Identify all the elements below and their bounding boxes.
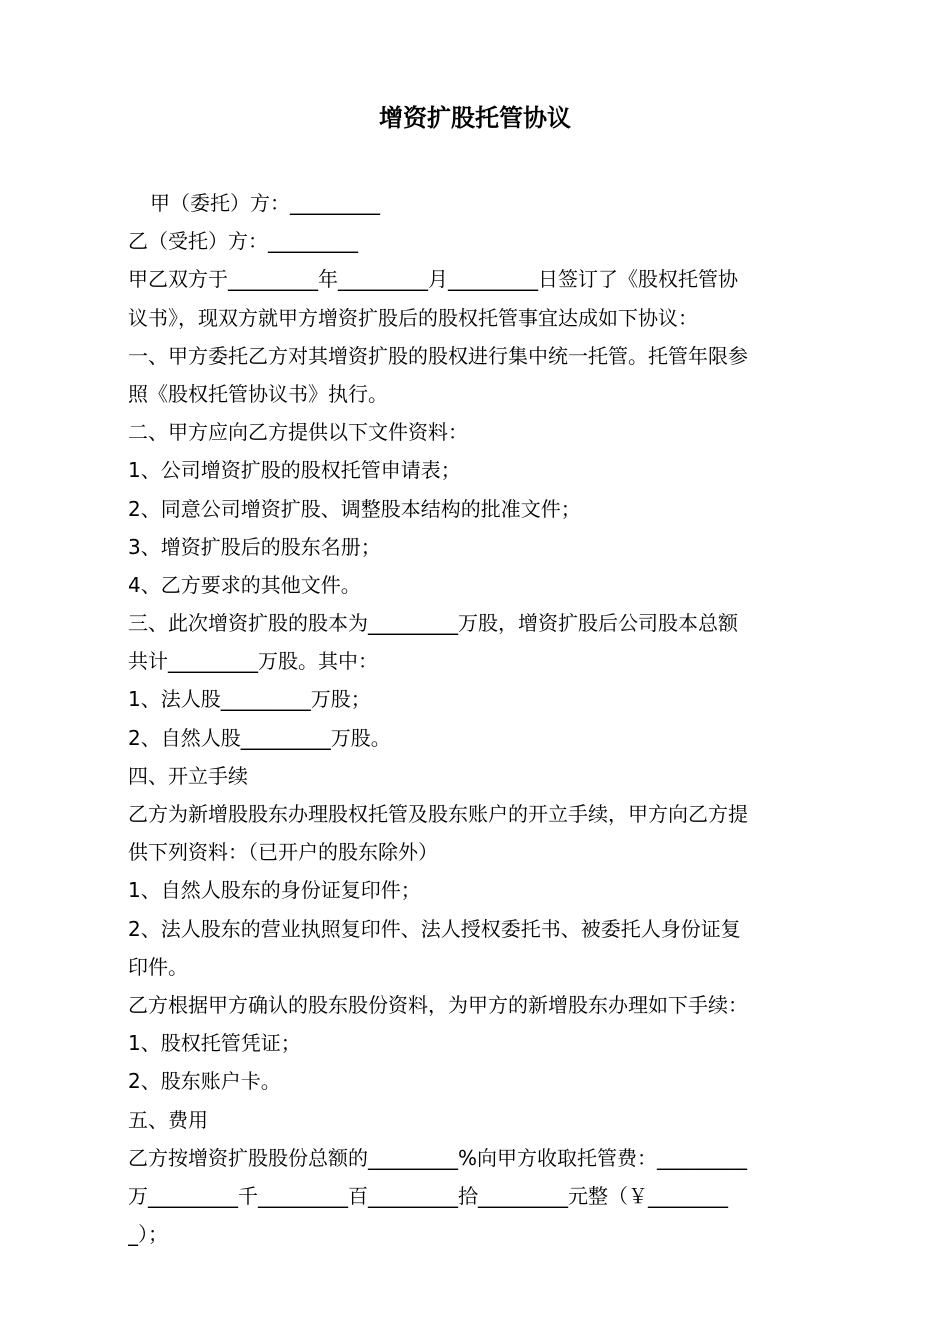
- list-item: 1、自然人股东的身份证复印件；: [128, 878, 421, 903]
- document-title: 增资扩股托管协议: [379, 104, 571, 132]
- list-item: 3、增资扩股后的股东名册；: [128, 534, 381, 559]
- document-body: [128, 184, 828, 1253]
- list-item: 2、自然人股_________万股。: [128, 725, 391, 750]
- body-line: 万_________千_________百_________拾_________元整（￥________: [128, 1183, 728, 1208]
- party-b-line: 乙（受托）方：_________: [128, 229, 358, 254]
- body-line: 乙方按增资扩股股份总额的_________%向甲方收取托管费：_________: [128, 1145, 748, 1170]
- body-line: 共计_________万股。其中：: [128, 649, 378, 674]
- body-line: 甲乙双方于_________年_________月_________日签订了《股权托管协: [128, 267, 738, 292]
- body-line: 乙方根据甲方确认的股东股份资料，为甲方的新增股东办理如下手续：: [128, 992, 748, 1017]
- party-a-line: 甲（委托）方：_________: [150, 191, 380, 215]
- list-item: 1、公司增资扩股的股权托管申请表；: [128, 458, 461, 483]
- clause-heading: 一、甲方委托乙方对其增资扩股的股权进行集中统一托管。托管年限参: [128, 343, 748, 368]
- list-item: 2、股东账户卡。: [128, 1069, 281, 1094]
- list-item: 2、同意公司增资扩股、调整股本结构的批准文件；: [128, 496, 581, 521]
- body-line: 议书》，现双方就甲方增资扩股后的股权托管事宜达成如下协议：: [128, 305, 698, 330]
- list-item: 2、法人股东的营业执照复印件、法人授权委托书、被委托人身份证复: [128, 916, 741, 941]
- list-item: 1、股权托管凭证；: [128, 1031, 301, 1056]
- clause-heading: 三、此次增资扩股的股本为_________万股，增资扩股后公司股本总额: [128, 611, 738, 636]
- list-item: 4、乙方要求的其他文件。: [128, 572, 361, 597]
- clause-heading: 二、甲方应向乙方提供以下文件资料：: [128, 420, 468, 445]
- body-line: 乙方为新增股股东办理股权托管及股东账户的开立手续，甲方向乙方提: [128, 802, 748, 826]
- body-line: 供下列资料：（已开户的股东除外）: [128, 840, 438, 865]
- list-item: 1、法人股_________万股；: [128, 687, 371, 712]
- body-line: 印件。: [128, 954, 188, 979]
- body-line: 照《股权托管协议书》执行。: [128, 381, 388, 406]
- clause-heading: 五、费用: [128, 1107, 208, 1132]
- body-line: _）；: [128, 1222, 168, 1247]
- clause-heading: 四、开立手续: [128, 763, 248, 788]
